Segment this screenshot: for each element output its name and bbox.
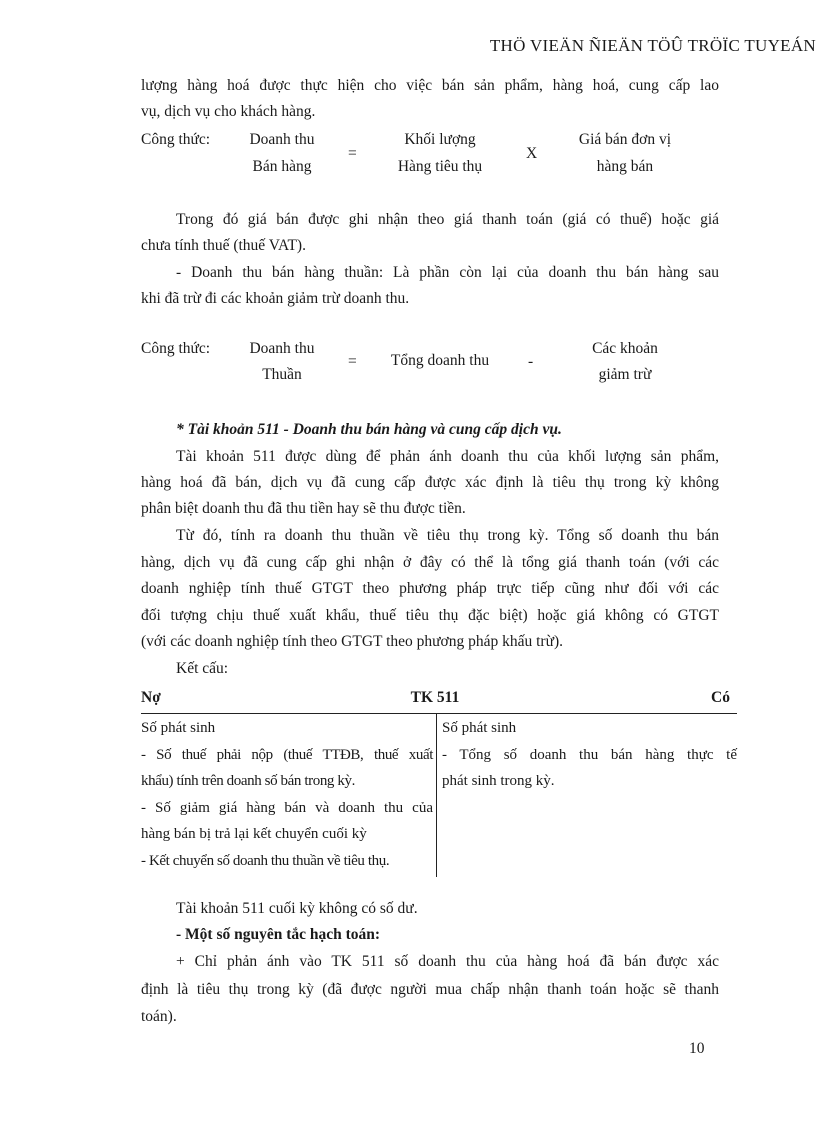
para-4-line-3: doanh nghiệp tính thuế GTGT theo phương pháp trực tiếp cũng như đối với các	[141, 580, 719, 597]
intro-line-1: lượng hàng hoá được thực hiện cho việc bán sản phẩm, hàng hoá, cung cấp lao	[141, 77, 719, 94]
para-4-line-4: đối tượng chịu thuế xuất khẩu, thuế tiêu thụ đặc biệt) hoặc giá không có GTGT	[141, 607, 719, 624]
debit-line: Số phát sinh	[141, 720, 216, 736]
t-account-table	[141, 713, 737, 877]
t-account-title: TK 511	[410, 689, 460, 706]
closing-note: Tài khoản 511 cuối kỳ không có số dư.	[176, 900, 418, 917]
para-4-line-2: hàng, dịch vụ đã cung cấp ghi nhận ở đây có thể là tổng giá thanh toán (với các	[141, 554, 719, 571]
formula-1-term2-top: Khối lượng	[404, 131, 476, 148]
para-5-line-3: toán).	[141, 1008, 177, 1025]
credit-line: Số phát sinh	[442, 720, 517, 736]
t-account-credit-column	[442, 715, 737, 795]
para-4-line-1: Từ đó, tính ra doanh thu thuần về tiêu thụ trong kỳ. Tổng số doanh thu bán	[176, 527, 719, 544]
page-number: 10	[689, 1040, 705, 1057]
intro-line-2: vụ, dịch vụ cho khách hàng.	[141, 103, 316, 120]
formula-1-term3-bottom: hàng bán	[596, 158, 654, 175]
page-header-title: THÖ VIEÄN ÑIEÄN TÖÛ TRÖÏC TUYEÁN	[489, 36, 816, 55]
formula-2-label: Công thức:	[141, 340, 211, 357]
para-2-line-1: - Doanh thu bán hàng thuần: Là phần còn lại của doanh thu bán hàng sau	[176, 264, 719, 281]
para-1-line-1: Trong đó giá bán được ghi nhận theo giá thanh toán (giá có thuế) hoặc giá	[176, 211, 719, 228]
para-4-line-5: (với các doanh nghiệp tính theo GTGT theo phương pháp khấu trừ).	[141, 633, 564, 650]
formula-2-term3-top: Các khoản	[592, 340, 658, 357]
formula-2-equals: =	[348, 353, 357, 370]
para-2-line-2: khi đã trừ đi các khoản giảm trừ doanh thu.	[141, 290, 410, 307]
debit-line: khẩu) tính trên doanh số bán trong kỳ.	[141, 773, 355, 789]
formula-1-term1-top: Doanh thu	[249, 131, 315, 148]
credit-line: phát sinh trong kỳ.	[442, 773, 555, 789]
debit-line: - Kết chuyển số doanh thu thuần về tiêu thụ.	[141, 852, 390, 869]
para-1-line-2: chưa tính thuế (thuế VAT).	[141, 237, 306, 254]
t-account-top-rule	[141, 713, 737, 714]
formula-1-term3-top: Giá bán đơn vị	[578, 131, 672, 148]
debit-line: hàng bán bị trả lại kết chuyển cuối kỳ	[141, 826, 367, 842]
formula-1-equals: =	[348, 145, 357, 162]
formula-1-multiply: X	[526, 145, 538, 162]
formula-2-term1-bottom: Thuần	[262, 366, 302, 383]
formula-1-term2-bottom: Hàng tiêu thụ	[397, 158, 483, 175]
para-5-line-1: + Chỉ phản ánh vào TK 511 số doanh thu của hàng hoá đã bán được xác	[176, 953, 719, 970]
credit-line: - Tổng số doanh thu bán hàng thực tế	[442, 746, 737, 763]
para-5-line-2: định là tiêu thụ trong kỳ (đã được người mua chấp nhận thanh toán hoặc sẽ thanh	[141, 981, 719, 998]
t-account-debit-column	[141, 715, 433, 874]
t-account-credit-label: Có	[711, 689, 730, 706]
para-3-line-3: phân biệt doanh thu đã thu tiền hay sẽ thu được tiền.	[141, 500, 466, 517]
structure-label: Kết cấu:	[176, 660, 229, 677]
para-3-line-2: hàng hoá đã bán, dịch vụ đã cung cấp được xác định là tiêu thụ trong kỳ không	[141, 474, 719, 491]
debit-line: - Số thuế phải nộp (thuế TTĐB, thuế xuất	[141, 746, 433, 763]
formula-2-term1-top: Doanh thu	[249, 340, 315, 357]
formula-1-term1-bottom: Bán hàng	[252, 158, 312, 175]
formula-2-term3-bottom: giảm trừ	[598, 366, 652, 383]
t-account-divider	[436, 713, 437, 877]
para-3-line-1: Tài khoản 511 được dùng để phản ánh doanh thu của khối lượng sản phẩm,	[176, 448, 719, 465]
t-account-debit-label: Nợ	[141, 689, 161, 706]
formula-2-term2: Tổng doanh thu	[390, 352, 490, 369]
debit-line: - Số giảm giá hàng bán và doanh thu của	[141, 799, 433, 816]
section-title: * Tài khoản 511 - Doanh thu bán hàng và cung cấp dịch vụ.	[176, 421, 562, 438]
formula-2-minus: -	[528, 353, 534, 370]
formula-1-label: Công thức:	[141, 131, 211, 148]
principles-title: - Một số nguyên tắc hạch toán:	[176, 926, 381, 943]
